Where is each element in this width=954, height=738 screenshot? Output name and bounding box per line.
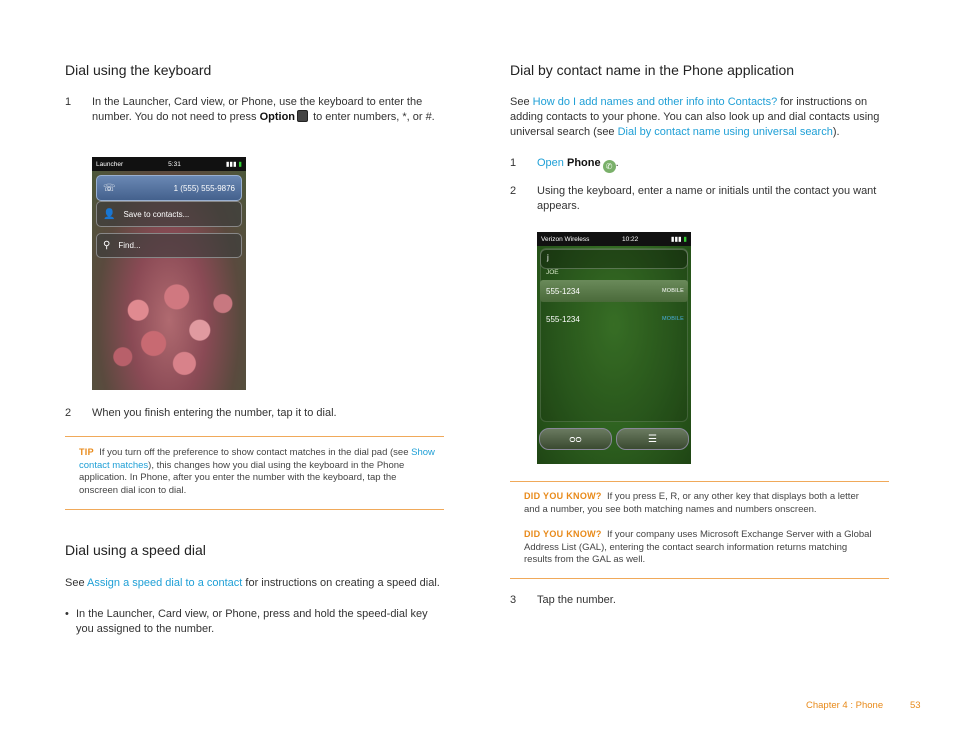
dial-number-card[interactable] [96, 175, 242, 201]
page-number: 53 [910, 700, 921, 711]
save-to-contacts-card[interactable] [96, 201, 242, 227]
phone-search-screenshot [537, 232, 691, 464]
find-label: Find... [118, 241, 141, 250]
carrier-label: Launcher [96, 160, 124, 168]
tip-note [79, 446, 437, 497]
voicemail-icon: ᴑᴑ [569, 433, 582, 445]
signal-battery-icon: ▮▮▮ ▮ [225, 161, 242, 168]
result-row[interactable] [540, 308, 688, 330]
did-you-know-note [524, 490, 874, 516]
dyk-text: If your company uses Microsoft Exchange Server with a Global Address List (GAL), entering the contact search information returns matching results from the GAL as well. [524, 529, 872, 565]
heading-speed-dial: Dial using a speed dial [65, 542, 206, 558]
dyk-label: DID YOU KNOW? [524, 491, 602, 501]
divider [510, 578, 889, 579]
list-icon: ☰ [648, 433, 657, 445]
step-number: 1 [510, 157, 517, 169]
assign-speed-dial-link[interactable]: Assign a speed dial to a contact [87, 577, 243, 589]
option-key-icon [297, 110, 308, 122]
step-text-pre: In the Launcher, Card view, or Phone, use the keyboard to enter the number. You do not need to press [92, 96, 423, 123]
intro-mid: for instructions on adding contacts to your phone. You can also look up and dial contacts using universal search (see [510, 96, 880, 138]
bullet: • [65, 608, 69, 620]
bullet-text: In the Launcher, Card view, or Phone, press and hold the speed-dial key you assigned to the number. [76, 608, 428, 635]
search-icon: ⚲ [103, 240, 111, 251]
universal-search-link[interactable]: Dial by contact name using universal search [617, 126, 833, 138]
divider [65, 436, 444, 437]
voicemail-button[interactable] [539, 428, 612, 450]
intro-pre: See [65, 577, 88, 589]
add-contact-icon: 👤 [103, 208, 116, 220]
chapter-footer: Chapter 4 : Phone [806, 700, 884, 711]
step-number: 3 [510, 594, 517, 606]
menu-list-button[interactable] [616, 428, 689, 450]
heading-dial-by-name: Dial by contact name in the Phone application [510, 62, 795, 78]
dial-by-name-intro [510, 95, 890, 140]
step-text [92, 95, 442, 125]
step-text: Tap the number. [537, 594, 616, 606]
divider [65, 509, 444, 510]
step-text: When you finish entering the number, tap it to dial. [92, 407, 337, 419]
flower-wallpaper [92, 257, 246, 390]
signal-battery-icon: ▮▮▮ ▮ [670, 236, 687, 243]
intro-post: for instructions on creating a speed dial. [242, 577, 440, 589]
carrier-label: Verizon Wireless [541, 235, 590, 243]
tip-text-post: ), this changes how you dial using the keyboard in the Phone application. In Phone, after you enter the number with the keyboard, tap the onscreen dial icon to dial. [79, 459, 405, 496]
intro-pre: See [510, 96, 533, 108]
show-contact-matches-link[interactable]: Show contact matches [79, 447, 435, 471]
find-card[interactable] [96, 233, 242, 258]
add-names-link[interactable]: How do I add names and other info into Contacts? [532, 96, 778, 108]
option-key-label: Option [259, 111, 296, 123]
save-to-contacts-label: Save to contacts... [123, 209, 190, 219]
contact-name: JOE [546, 269, 559, 276]
step-text [537, 156, 619, 173]
phone-icon: ☏ [103, 182, 116, 194]
clock: 5:31 [168, 160, 181, 168]
heading-dial-keyboard: Dial using the keyboard [65, 62, 212, 78]
dyk-label: DID YOU KNOW? [524, 529, 602, 539]
status-bar [92, 157, 246, 171]
tip-text-pre: If you turn off the preference to show contact matches in the dial pad (see [99, 447, 412, 458]
step-text: Using the keyboard, enter a name or initials until the contact you want appears. [537, 185, 877, 212]
results-panel [540, 248, 688, 422]
dial-number-value: 1 (555) 555-9876 [173, 183, 235, 193]
result-number: 555-1234 [546, 314, 580, 324]
tip-label: TIP [79, 447, 94, 457]
step-number: 2 [65, 407, 72, 419]
divider [510, 481, 889, 482]
step-number: 1 [65, 96, 72, 108]
phone-app-icon: ✆ [603, 160, 616, 173]
open-link[interactable]: Open [537, 157, 564, 169]
search-input[interactable]: j [540, 249, 688, 269]
intro-post: ). [832, 126, 840, 138]
did-you-know-note [524, 528, 874, 567]
result-row[interactable] [540, 280, 688, 302]
launcher-screenshot [92, 157, 246, 390]
step-end: . [615, 157, 619, 169]
step-text-post: to enter numbers, *, or #. [310, 111, 435, 123]
phone-app-label: Phone [566, 157, 601, 169]
dyk-text: If you press E, R, or any other key that displays both a letter and a number, you see both matching names and numbers onscreen. [524, 491, 859, 515]
status-bar [537, 232, 691, 246]
speed-dial-intro [65, 576, 450, 591]
clock: 10:22 [622, 235, 639, 243]
result-type: MOBILE [662, 316, 684, 322]
result-type: MOBILE [662, 288, 684, 294]
result-number: 555-1234 [546, 286, 580, 296]
step-number: 2 [510, 185, 517, 197]
